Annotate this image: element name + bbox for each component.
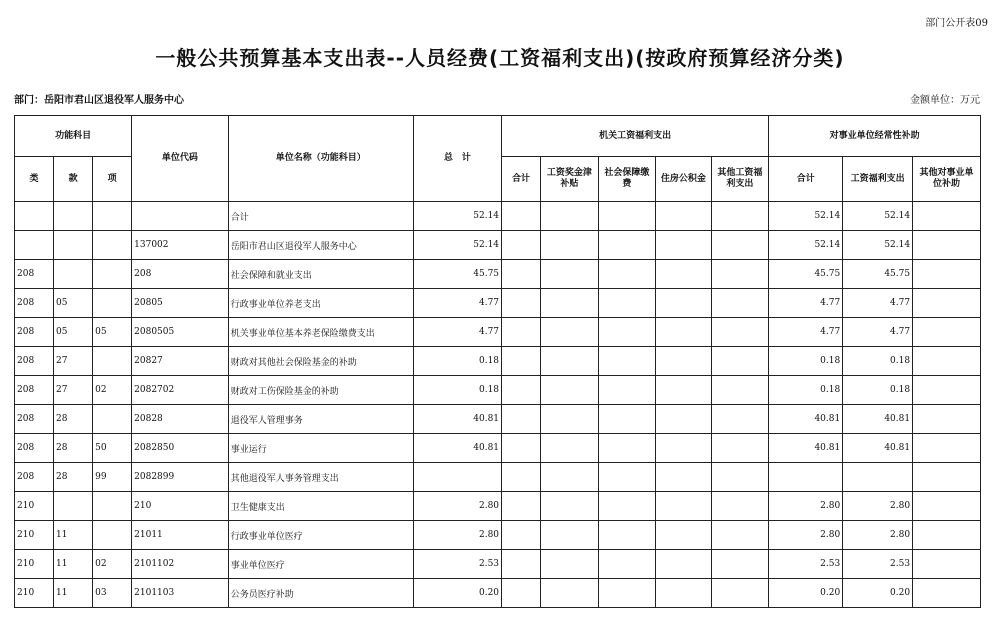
cell-inst-sum: 45.75 <box>769 260 843 289</box>
cell-inst-other <box>913 405 981 434</box>
cell-lei: 210 <box>15 492 54 521</box>
cell-unit-name: 财政对其他社会保险基金的补助 <box>228 347 413 376</box>
cell-xiang <box>93 260 132 289</box>
cell-total: 0.20 <box>413 579 501 608</box>
cell-agency-sum <box>502 202 541 231</box>
table-body <box>15 202 981 608</box>
cell-unit-name: 其他退役军人事务管理支出 <box>228 463 413 492</box>
cell-xiang <box>93 289 132 318</box>
cell-kuan: 28 <box>54 434 93 463</box>
cell-inst-salary: 40.81 <box>843 434 913 463</box>
cell-agency-salary <box>541 376 599 405</box>
cell-agency-salary <box>541 463 599 492</box>
cell-agency-sum <box>502 579 541 608</box>
cell-unit-code: 2082850 <box>132 434 229 463</box>
cell-inst-salary: 2.80 <box>843 521 913 550</box>
cell-agency-other <box>711 231 769 260</box>
cell-xiang: 02 <box>93 376 132 405</box>
table-row <box>15 579 981 608</box>
cell-xiang <box>93 202 132 231</box>
form-number: 部门公开表09 <box>925 18 988 29</box>
cell-inst-other <box>913 347 981 376</box>
cell-unit-code: 20805 <box>132 289 229 318</box>
cell-xiang: 50 <box>93 434 132 463</box>
cell-inst-sum: 4.77 <box>769 289 843 318</box>
cell-lei: 208 <box>15 463 54 492</box>
cell-inst-salary: 0.18 <box>843 376 913 405</box>
cell-agency-social <box>598 521 656 550</box>
cell-total: 4.77 <box>413 318 501 347</box>
cell-unit-name: 财政对工伤保险基金的补助 <box>228 376 413 405</box>
cell-agency-salary <box>541 289 599 318</box>
cell-agency-housing <box>656 492 711 521</box>
cell-agency-social <box>598 579 656 608</box>
cell-agency-social <box>598 318 656 347</box>
cell-lei: 208 <box>15 289 54 318</box>
cell-agency-housing <box>656 347 711 376</box>
cell-total: 2.80 <box>413 492 501 521</box>
cell-inst-salary: 2.80 <box>843 492 913 521</box>
cell-agency-housing <box>656 376 711 405</box>
cell-agency-other <box>711 405 769 434</box>
cell-unit-name: 行政事业单位养老支出 <box>228 289 413 318</box>
cell-agency-housing <box>656 202 711 231</box>
cell-unit-code: 2082899 <box>132 463 229 492</box>
cell-kuan: 05 <box>54 289 93 318</box>
cell-agency-salary <box>541 202 599 231</box>
cell-inst-sum: 2.80 <box>769 521 843 550</box>
cell-kuan <box>54 202 93 231</box>
cell-unit-name: 事业单位医疗 <box>228 550 413 579</box>
cell-inst-sum: 2.53 <box>769 550 843 579</box>
page-title: 一般公共预算基本支出表--人员经费(工资福利支出)(按政府预算经济分类) <box>155 46 845 70</box>
cell-inst-salary: 0.20 <box>843 579 913 608</box>
cell-xiang <box>93 521 132 550</box>
cell-agency-housing <box>656 231 711 260</box>
cell-unit-code: 2101102 <box>132 550 229 579</box>
department-label: 部门：岳阳市君山区退役军人服务中心 <box>14 95 184 106</box>
cell-kuan: 05 <box>54 318 93 347</box>
cell-xiang: 02 <box>93 550 132 579</box>
cell-inst-other <box>913 550 981 579</box>
cell-agency-other <box>711 260 769 289</box>
cell-agency-salary <box>541 521 599 550</box>
cell-unit-code: 2080505 <box>132 318 229 347</box>
cell-agency-social <box>598 434 656 463</box>
cell-lei: 208 <box>15 405 54 434</box>
cell-agency-social <box>598 260 656 289</box>
cell-total <box>413 463 501 492</box>
cell-lei: 210 <box>15 521 54 550</box>
header-unit-name: 单位名称（功能科目） <box>228 116 413 202</box>
table-row <box>15 492 981 521</box>
cell-xiang <box>93 347 132 376</box>
cell-unit-name: 机关事业单位基本养老保险缴费支出 <box>228 318 413 347</box>
header-lei: 类 <box>15 157 54 202</box>
cell-unit-code <box>132 202 229 231</box>
table-row <box>15 289 981 318</box>
header-inst-other: 其他对事业单位补助 <box>913 157 981 202</box>
cell-inst-salary: 52.14 <box>843 202 913 231</box>
cell-lei <box>15 231 54 260</box>
cell-agency-other <box>711 550 769 579</box>
cell-agency-salary <box>541 405 599 434</box>
cell-agency-social <box>598 231 656 260</box>
cell-agency-social <box>598 202 656 231</box>
cell-inst-salary: 0.18 <box>843 347 913 376</box>
cell-inst-other <box>913 434 981 463</box>
cell-inst-salary: 40.81 <box>843 405 913 434</box>
table-row <box>15 347 981 376</box>
cell-agency-social <box>598 289 656 318</box>
header-unit-code: 单位代码 <box>132 116 229 202</box>
cell-agency-sum <box>502 550 541 579</box>
header-inst-sum: 合计 <box>769 157 843 202</box>
cell-agency-other <box>711 434 769 463</box>
cell-agency-sum <box>502 347 541 376</box>
cell-xiang <box>93 492 132 521</box>
cell-agency-other <box>711 347 769 376</box>
cell-kuan: 11 <box>54 579 93 608</box>
cell-inst-salary: 4.77 <box>843 318 913 347</box>
cell-total: 0.18 <box>413 347 501 376</box>
cell-agency-sum <box>502 289 541 318</box>
cell-inst-other <box>913 231 981 260</box>
cell-inst-salary: 2.53 <box>843 550 913 579</box>
table-row <box>15 202 981 231</box>
amount-unit-label: 金额单位：万元 <box>910 95 980 106</box>
cell-unit-code: 210 <box>132 492 229 521</box>
budget-table <box>14 115 981 608</box>
cell-agency-sum <box>502 405 541 434</box>
cell-unit-code: 137002 <box>132 231 229 260</box>
cell-total: 45.75 <box>413 260 501 289</box>
cell-agency-housing <box>656 521 711 550</box>
cell-inst-salary: 52.14 <box>843 231 913 260</box>
cell-unit-code: 21011 <box>132 521 229 550</box>
cell-agency-other <box>711 492 769 521</box>
table-row <box>15 260 981 289</box>
cell-unit-name: 卫生健康支出 <box>228 492 413 521</box>
cell-xiang: 03 <box>93 579 132 608</box>
header-func-subject: 功能科目 <box>15 116 132 157</box>
cell-agency-salary <box>541 492 599 521</box>
cell-agency-housing <box>656 463 711 492</box>
cell-inst-sum: 0.20 <box>769 579 843 608</box>
table-row <box>15 521 981 550</box>
cell-agency-sum <box>502 231 541 260</box>
cell-unit-code: 208 <box>132 260 229 289</box>
cell-unit-name: 岳阳市君山区退役军人服务中心 <box>228 231 413 260</box>
cell-total: 2.80 <box>413 521 501 550</box>
cell-agency-social <box>598 347 656 376</box>
table-row <box>15 405 981 434</box>
cell-agency-sum <box>502 376 541 405</box>
cell-agency-sum <box>502 434 541 463</box>
cell-agency-salary <box>541 347 599 376</box>
cell-agency-sum <box>502 318 541 347</box>
cell-agency-housing <box>656 260 711 289</box>
cell-inst-other <box>913 376 981 405</box>
header-total: 总 计 <box>413 116 501 202</box>
cell-unit-code: 20828 <box>132 405 229 434</box>
cell-agency-housing <box>656 289 711 318</box>
cell-inst-sum: 40.81 <box>769 434 843 463</box>
cell-total: 52.14 <box>413 231 501 260</box>
cell-lei: 210 <box>15 550 54 579</box>
cell-agency-other <box>711 579 769 608</box>
cell-agency-salary <box>541 318 599 347</box>
cell-agency-social <box>598 405 656 434</box>
cell-inst-other <box>913 521 981 550</box>
cell-agency-social <box>598 376 656 405</box>
cell-inst-salary <box>843 463 913 492</box>
header-agency-other: 其他工资福利支出 <box>711 157 769 202</box>
cell-inst-other <box>913 318 981 347</box>
cell-kuan: 27 <box>54 376 93 405</box>
cell-inst-salary: 4.77 <box>843 289 913 318</box>
cell-agency-housing <box>656 434 711 463</box>
cell-unit-name: 事业运行 <box>228 434 413 463</box>
cell-xiang: 99 <box>93 463 132 492</box>
cell-agency-salary <box>541 231 599 260</box>
cell-total: 4.77 <box>413 289 501 318</box>
table-row <box>15 231 981 260</box>
header-agency-salary: 工资奖金津补贴 <box>541 157 599 202</box>
table-row <box>15 463 981 492</box>
cell-kuan: 28 <box>54 405 93 434</box>
table-row <box>15 376 981 405</box>
cell-kuan: 27 <box>54 347 93 376</box>
cell-unit-name: 合计 <box>228 202 413 231</box>
cell-inst-other <box>913 260 981 289</box>
header-xiang: 项 <box>93 157 132 202</box>
cell-agency-other <box>711 202 769 231</box>
header-agency-sum: 合计 <box>502 157 541 202</box>
cell-lei: 208 <box>15 318 54 347</box>
cell-unit-code: 2082702 <box>132 376 229 405</box>
cell-agency-sum <box>502 260 541 289</box>
cell-kuan <box>54 260 93 289</box>
cell-total: 40.81 <box>413 405 501 434</box>
table-row <box>15 550 981 579</box>
cell-agency-sum <box>502 463 541 492</box>
cell-inst-other <box>913 202 981 231</box>
cell-inst-sum: 0.18 <box>769 376 843 405</box>
header-agency-housing: 住房公积金 <box>656 157 711 202</box>
cell-agency-other <box>711 289 769 318</box>
cell-kuan <box>54 492 93 521</box>
cell-total: 0.18 <box>413 376 501 405</box>
cell-agency-housing <box>656 405 711 434</box>
cell-inst-sum: 4.77 <box>769 318 843 347</box>
cell-agency-other <box>711 463 769 492</box>
cell-kuan: 11 <box>54 521 93 550</box>
cell-inst-other <box>913 289 981 318</box>
table-row <box>15 434 981 463</box>
cell-agency-other <box>711 521 769 550</box>
cell-unit-code: 20827 <box>132 347 229 376</box>
cell-xiang: 05 <box>93 318 132 347</box>
cell-unit-code: 2101103 <box>132 579 229 608</box>
cell-inst-sum: 40.81 <box>769 405 843 434</box>
cell-agency-social <box>598 463 656 492</box>
cell-lei <box>15 202 54 231</box>
cell-unit-name: 社会保障和就业支出 <box>228 260 413 289</box>
cell-unit-name: 退役军人管理事务 <box>228 405 413 434</box>
header-agency-social: 社会保障缴费 <box>598 157 656 202</box>
cell-xiang <box>93 231 132 260</box>
cell-kuan <box>54 231 93 260</box>
cell-agency-other <box>711 376 769 405</box>
cell-inst-other <box>913 579 981 608</box>
cell-inst-sum: 52.14 <box>769 202 843 231</box>
cell-agency-sum <box>502 492 541 521</box>
header-row-1 <box>15 116 981 157</box>
cell-lei: 208 <box>15 434 54 463</box>
cell-agency-social <box>598 492 656 521</box>
cell-lei: 208 <box>15 260 54 289</box>
cell-inst-sum <box>769 463 843 492</box>
cell-kuan: 11 <box>54 550 93 579</box>
cell-xiang <box>93 405 132 434</box>
cell-total: 2.53 <box>413 550 501 579</box>
cell-agency-salary <box>541 260 599 289</box>
cell-agency-salary <box>541 550 599 579</box>
cell-unit-name: 行政事业单位医疗 <box>228 521 413 550</box>
cell-kuan: 28 <box>54 463 93 492</box>
cell-agency-salary <box>541 434 599 463</box>
header-agency-group: 机关工资福利支出 <box>502 116 769 157</box>
cell-agency-social <box>598 550 656 579</box>
cell-total: 52.14 <box>413 202 501 231</box>
cell-agency-housing <box>656 318 711 347</box>
cell-total: 40.81 <box>413 434 501 463</box>
cell-agency-salary <box>541 579 599 608</box>
header-kuan: 款 <box>54 157 93 202</box>
cell-unit-name: 公务员医疗补助 <box>228 579 413 608</box>
cell-inst-other <box>913 463 981 492</box>
cell-inst-sum: 0.18 <box>769 347 843 376</box>
cell-lei: 210 <box>15 579 54 608</box>
cell-inst-salary: 45.75 <box>843 260 913 289</box>
cell-agency-sum <box>502 521 541 550</box>
cell-inst-sum: 2.80 <box>769 492 843 521</box>
cell-lei: 208 <box>15 347 54 376</box>
cell-inst-sum: 52.14 <box>769 231 843 260</box>
cell-inst-other <box>913 492 981 521</box>
header-institution-group: 对事业单位经常性补助 <box>769 116 981 157</box>
header-inst-salary: 工资福利支出 <box>843 157 913 202</box>
cell-agency-housing <box>656 579 711 608</box>
table-row <box>15 318 981 347</box>
cell-agency-housing <box>656 550 711 579</box>
cell-lei: 208 <box>15 376 54 405</box>
cell-agency-other <box>711 318 769 347</box>
